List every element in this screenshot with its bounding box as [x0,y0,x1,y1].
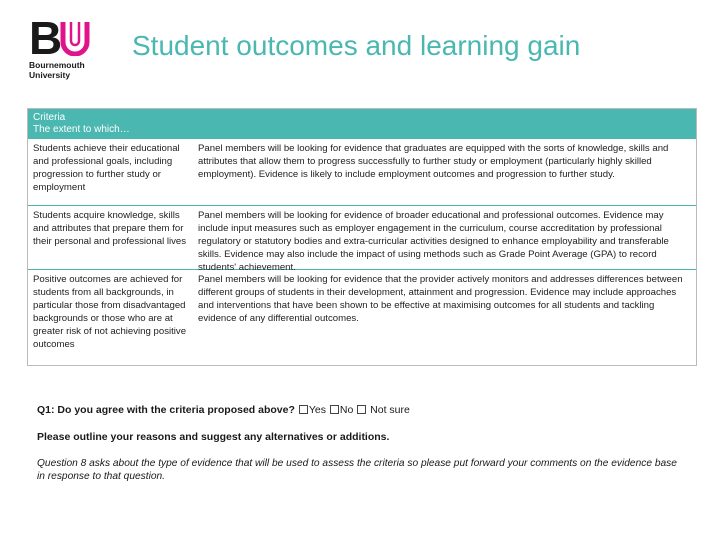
bournemouth-university-logo [29,12,99,82]
logo-name-line2: University [29,70,71,80]
logo-wordmark [29,60,85,80]
logo-letter-b: B [29,12,61,64]
criteria-table [27,108,697,366]
table-row [28,205,696,273]
bu-logo-mark [29,12,99,64]
evidence-cell: Panel members will be looking for evidence of broader educational and professional outcomes. Evidence may include input measures such as employer engagement in the curriculum, course accreditation by professional regulatory or statutory bodies and extra-curricular activities designed to enhance employability and transferable skills. Evidence may also include the impact of using methods such as Grade Point Average (GPA) to record students' achievement. [198,210,669,273]
not-sure-checkbox[interactable] [357,405,366,414]
evidence-cell: Panel members will be looking for evidence that the provider actively monitors and addresses differences between different groups of students in their development, attainment and progression. Evidence may include approaches and interventions that have been shown to be effective at maximising outcomes for all students and tackling evidence of any differential outcomes. [198,274,683,324]
question-text: Q1: Do you agree with the criteria proposed above? [37,404,295,416]
table-row [28,269,696,365]
outline-instruction: Please outline your reasons and suggest any alternatives or additions. [37,431,390,443]
criterion-cell: Students acquire knowledge, skills and attributes that prepare them for their personal and professional lives [33,210,187,247]
not-sure-label: Not sure [370,404,410,416]
page-title: Student outcomes and learning gain [132,30,581,61]
question-1 [37,404,410,416]
criterion-cell: Students achieve their educational and professional goals, including progression to further study or employment [33,143,180,193]
evidence-note: Question 8 asks about the type of evidence that will be used to assess the criteria so please put forward your comments on the evidence base in response to that question. [37,458,677,482]
yes-label: Yes [308,404,326,416]
table-row [28,139,696,205]
logo-u-icon [60,20,90,56]
header-extent-label: The extent to which… [33,124,130,135]
evidence-cell: Panel members will be looking for evidence that graduates are equipped with the sorts of knowledge, skills and attributes that allow them to progress successfully to further study or employment (particularly highly skilled employment). Evidence is likely to include employment outcomes and progression to further study. [198,143,669,180]
yes-checkbox[interactable] [299,405,308,414]
header-criteria-label: Criteria [33,112,66,123]
table-header [28,109,696,139]
criterion-cell: Positive outcomes are achieved for students from all backgrounds, in particular those from disadvantaged backgrounds or those who are at greater risk of not achieving positive outcomes [33,274,187,350]
logo-name-line1: Bournemouth [29,60,85,70]
no-checkbox[interactable] [330,405,339,414]
no-label: No [339,404,354,416]
